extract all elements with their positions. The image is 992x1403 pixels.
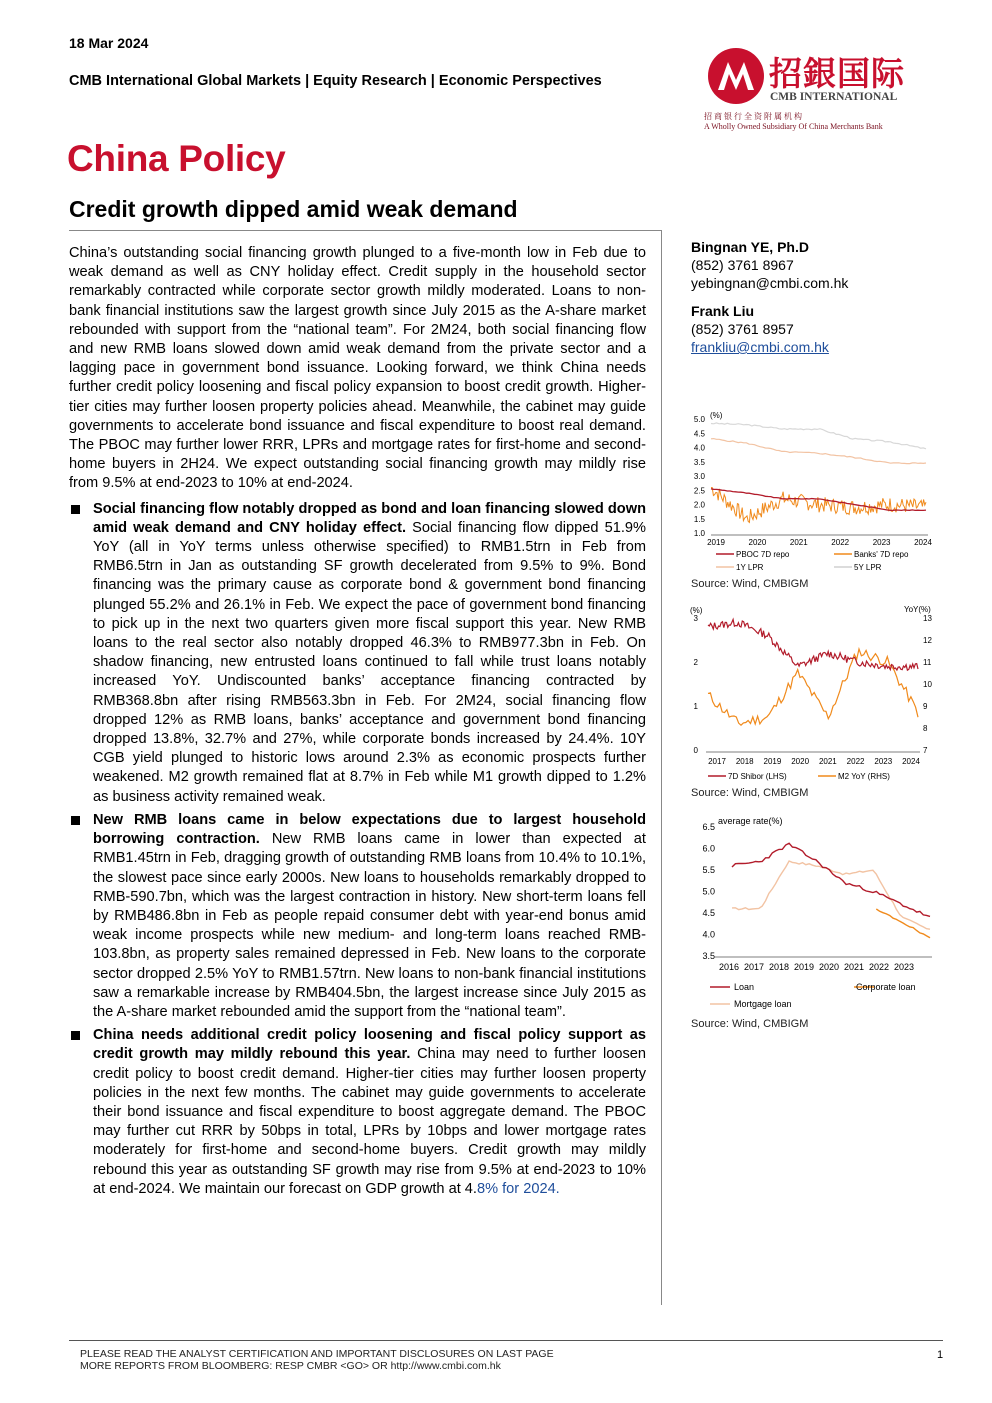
chart3-y-tick: 4.5 — [702, 908, 715, 918]
column-divider — [661, 230, 662, 1305]
report-body — [69, 244, 646, 1203]
chart3-x-tick: 2016 — [718, 962, 740, 972]
legend-banks-repo: Banks' 7D repo — [854, 550, 909, 559]
chart3-x-axis — [719, 962, 914, 972]
chart2-y-tick-right: 12 — [923, 636, 932, 645]
chart2-y-axis-right — [923, 614, 932, 755]
chart1-x-tick: 2021 — [789, 538, 808, 547]
logo-en-small: A Wholly Owned Subsidiary Of China Merchants Bank — [704, 122, 883, 131]
bullet-text: China may need to further loosen credit policy to boost credit demand. Higher-tier cities may further loosen property policies in the next few months. The cabinet may guide governments to accelerate their bond issuance and fiscal expenditure to boost aggregate demand. The PBOC may further cut RRR by 50bps in total, LPRs by 10bps and lower mortgage rates moderately for first-home and second-home buyers. Credit growth may mildly rebound this year as outstanding SF growth may rise from 9.5% at end-2023 to 10% at end-2024. We maintain our forecast on GDP growth at 4. — [93, 1046, 646, 1197]
chart1-y-tick: 5.0 — [693, 415, 705, 424]
footer-divider — [69, 1340, 943, 1341]
chart1-x-tick: 2020 — [748, 538, 767, 547]
analyst-email[interactable]: yebingnan@cmbi.com.hk — [691, 275, 849, 291]
legend-mortgage-loan: Mortgage loan — [734, 999, 792, 1009]
chart1-y-tick: 1.0 — [693, 529, 705, 538]
series-1y-lpr — [711, 439, 926, 464]
org-line: CMB International Global Markets | Equity Research | Economic Perspectives — [69, 73, 602, 89]
bullet-lead: China needs additional credit policy loosening and fiscal policy support as credit growth may mildly rebound this year. — [93, 1027, 646, 1063]
analyst-name: Bingnan YE, Ph.D — [691, 239, 809, 255]
bullet-tail: 8% for 2024. — [476, 1180, 560, 1197]
chart3-x-tick: 2020 — [818, 962, 840, 972]
chart2-x-tick: 2020 — [791, 757, 810, 766]
chart1-x-tick: 2019 — [707, 538, 725, 547]
bullet-3 — [69, 1026, 646, 1199]
header-divider — [69, 230, 662, 231]
chart1-y-tick: 4.5 — [693, 429, 705, 439]
chart1-unit: (%) — [710, 411, 723, 420]
chart2-x-tick: 2024 — [902, 757, 920, 766]
intro-paragraph: China’s outstanding social financing growth plunged to a five-month low in Feb due to weak demand as well as CNY holiday effect. Credit supply in the household sector remarkably contracted while corporate sector growth mildly moderated. Loans to non-bank financial institutions saw the largest growth since July 2015 as the A-share market rebounded with support from the “national team”. For 2M24, both social financing flow and new RMB loans slowed down amid weak demand from the private sector and a lagging pace in government bond issuance. Looking forward, we think China needs further credit policy loosening and fiscal policy expansion to boost credit growth. Higher-tier cities may further loosen property policies ahead. Meanwhile, the cabinet may guide governments to accelerate bond issuance and fiscal expenditure to boost real demand. The PBOC may further lower RRR, LPRs and mortgage rates for first-home and second-home buyers in 2H24. We expect outstanding social financing growth may mildly rise from 9.5% at end-2023 to 10% at end-2024. — [69, 245, 646, 492]
logo-english: CMB INTERNATIONAL — [770, 91, 898, 103]
bullet-square-icon — [71, 816, 80, 825]
chart3-y-tick: 6.5 — [702, 822, 715, 832]
chart2-y-tick-right: 9 — [923, 702, 928, 711]
chart3-series — [732, 843, 930, 938]
bullet-1 — [69, 500, 646, 807]
chart1-y-tick: 3.5 — [693, 457, 705, 467]
chart1-legend — [716, 550, 909, 572]
legend-1y-lpr: 1Y LPR — [736, 563, 764, 572]
chart2-x-tick: 2021 — [818, 757, 837, 766]
chart1-y-tick: 2.0 — [693, 500, 705, 510]
bullet-square-icon — [71, 1031, 80, 1040]
chart3-x-tick: 2021 — [843, 962, 865, 972]
chart3-y-tick: 5.0 — [702, 886, 715, 897]
chart1-x-tick: 2022 — [831, 538, 850, 547]
legend-m2: M2 YoY (RHS) — [838, 772, 890, 781]
chart2-y-tick-left: 1 — [693, 702, 698, 711]
lending-rates-chart — [686, 812, 946, 1012]
page-title: China Policy — [67, 138, 286, 179]
legend-loan: Loan — [734, 982, 755, 992]
chart1-x-tick: 2024 — [914, 538, 932, 547]
chart2-y-tick-right: 13 — [923, 614, 932, 623]
bullet-lead: Social financing flow notably dropped as bond and loan financing slowed down amid weak demand and CNY holiday effect. — [93, 500, 646, 536]
chart2-source: Source: Wind, CMBIGM — [691, 787, 809, 799]
shibor-m2-chart — [686, 602, 946, 786]
chart2-y-tick-right: 10 — [923, 680, 932, 689]
chart2-y-tick-right: 11 — [923, 658, 932, 667]
chart1-x-tick: 2023 — [872, 538, 891, 547]
footer-disclaimer: PLEASE READ THE ANALYST CERTIFICATION AND IMPORTANT DISCLOSURES ON LAST PAGE — [80, 1348, 554, 1360]
analyst-name: Frank Liu — [691, 303, 755, 319]
chart3-x-tick: 2017 — [743, 962, 765, 972]
legend-5y-lpr: 5Y LPR — [854, 563, 882, 572]
chart2-unit-right: YoY(%) — [904, 605, 931, 614]
chart2-y-tick-left: 2 — [693, 658, 698, 667]
chart3-y-tick: 6.0 — [702, 843, 715, 854]
chart2-x-tick: 2017 — [708, 757, 726, 766]
chart3-y-tick: 3.5 — [702, 951, 715, 961]
chart3-x-tick: 2018 — [768, 962, 790, 972]
chart2-x-tick: 2023 — [874, 757, 893, 766]
chart2-y-tick-left: 0 — [693, 746, 698, 755]
analyst-list — [691, 238, 951, 356]
logo-subtitle — [704, 112, 883, 132]
chart3-y-tick: 4.0 — [702, 929, 715, 940]
analyst-email-link[interactable]: frankliu@cmbi.com.hk — [691, 339, 829, 355]
chart1-y-axis — [694, 415, 706, 538]
chart2-y-axis-left — [694, 614, 699, 755]
series-7d-shibor — [708, 619, 918, 670]
chart1-source: Source: Wind, CMBIGM — [691, 578, 809, 590]
legend-corporate-loan: Corporate loan — [856, 982, 916, 992]
chart3-x-tick: 2019 — [793, 962, 815, 972]
chart3-legend — [710, 982, 916, 1009]
chart2-x-tick: 2022 — [846, 757, 865, 766]
bullet-text: New RMB loans came in lower than expected at RMB1.45trn in Feb, dragging growth of outstanding RMB loans from 10.4% to 10.1%, the slowest pace since early 2000s. New loans to households remarkably dropped to RMB-590.7bn, which was the largest contraction in history. New short-term loans fell by RMB486.8bn in Feb as people repaid consumer debt with year-end bonus amid weak income prospects while new medium- and long-term loans reached RMB-103.8bn, as property sales remained depressed in Feb. New loans to the corporate sector dropped 2.5% YoY to RMB1.57trn. New loans to non-bank financial institutions saw a remarkable increase by RMB404.5bn, the largest increase since July 2015 as the A-share market rebounded amid the support from the “national team”. — [93, 831, 646, 1020]
chart2-x-tick: 2018 — [735, 757, 754, 766]
chart3-unit: average rate(%) — [718, 816, 783, 826]
bullet-text: Social financing flow dipped 51.9% YoY (all in YoY terms unless otherwise specified) to RMB1.5trn in Feb from RMB6.5trn in Jan as outstanding SF growth decelerated from 9.5% to 9%. Bond financing was the primary cause as corporate bond & government bond financing plunged 55.2% and 26.1% in Feb. We expect the pace of government bond financing to pick up in the next two quarters given more fiscal support this year. New RMB loans to the real sector also notably dropped 46.3% to RMB977.3bn in Feb. On shadow financing, new entrusted loans continued to fall while trust loans notably increased YoY. Undiscounted banks’ acceptance financing contracted by RMB368.8bn after rising RMB563.3bn in Feb. For 2M24, social financing flow dropped 12% as RMB loans, banks’ acceptance and government bond financing dropped 13.8%, 32.7% and 27%, while corporate bonds increased by 24.4%. 10Y CGB yield plunged to historic lows around 2.3% as economic prospects further weakened. M2 growth remained flat at 8.7% in Feb while M1 growth dipped to 1.2% as business activity remained weak. — [93, 519, 646, 805]
cmbi-logo — [704, 46, 929, 136]
logo-cn-small: 招 商 银 行 全 资 附 属 机 构 — [704, 112, 802, 121]
chart3-source: Source: Wind, CMBIGM — [691, 1018, 809, 1030]
cmbi-logo-icon — [706, 46, 766, 106]
chart2-legend — [708, 772, 890, 781]
report-date: 18 Mar 2024 — [69, 35, 149, 51]
footer-reports: MORE REPORTS FROM BLOOMBERG: RESP CMBR <GO> OR http://www.cmbi.com.hk — [80, 1360, 501, 1372]
footer-text — [80, 1348, 554, 1372]
chart1-y-tick: 2.5 — [693, 486, 705, 496]
chart3-y-tick: 5.5 — [702, 865, 715, 875]
chart1-y-tick: 3.0 — [693, 472, 705, 481]
chart1-y-tick: 1.5 — [693, 514, 705, 524]
logo-chinese: 招銀国际 — [769, 54, 905, 93]
bullet-square-icon — [71, 505, 80, 514]
series-m2-yoy — [708, 649, 918, 725]
policy-rates-chart — [686, 408, 936, 578]
chart3-x-tick: 2022 — [868, 962, 890, 972]
legend-pboc-repo: PBOC 7D repo — [736, 550, 790, 559]
analyst-phone: (852) 3761 8957 — [691, 321, 794, 337]
bullet-lead: New RMB loans came in below expectations due to largest household borrowing contraction. — [93, 811, 646, 848]
page-subtitle: Credit growth dipped amid weak demand — [69, 196, 518, 222]
chart1-series — [711, 423, 926, 523]
analyst-phone: (852) 3761 8967 — [691, 257, 794, 273]
chart2-y-tick-left: 3 — [693, 614, 698, 623]
chart2-x-axis — [708, 757, 920, 766]
chart2-y-tick-right: 8 — [923, 724, 928, 733]
chart2-series — [708, 619, 918, 725]
series-5y-lpr — [711, 423, 926, 449]
chart3-x-tick: 2023 — [893, 962, 915, 972]
series-loan — [732, 843, 930, 916]
chart2-y-tick-right: 7 — [923, 746, 928, 755]
legend-shibor: 7D Shibor (LHS) — [728, 772, 787, 781]
chart3-y-axis — [702, 822, 715, 961]
chart2-x-tick: 2019 — [763, 757, 782, 766]
chart1-x-axis — [707, 538, 932, 547]
chart2-unit-left: (%) — [690, 606, 703, 615]
page-number: 1 — [937, 1349, 944, 1361]
chart1-y-tick: 4.0 — [693, 443, 705, 453]
bullet-2 — [69, 811, 646, 1022]
